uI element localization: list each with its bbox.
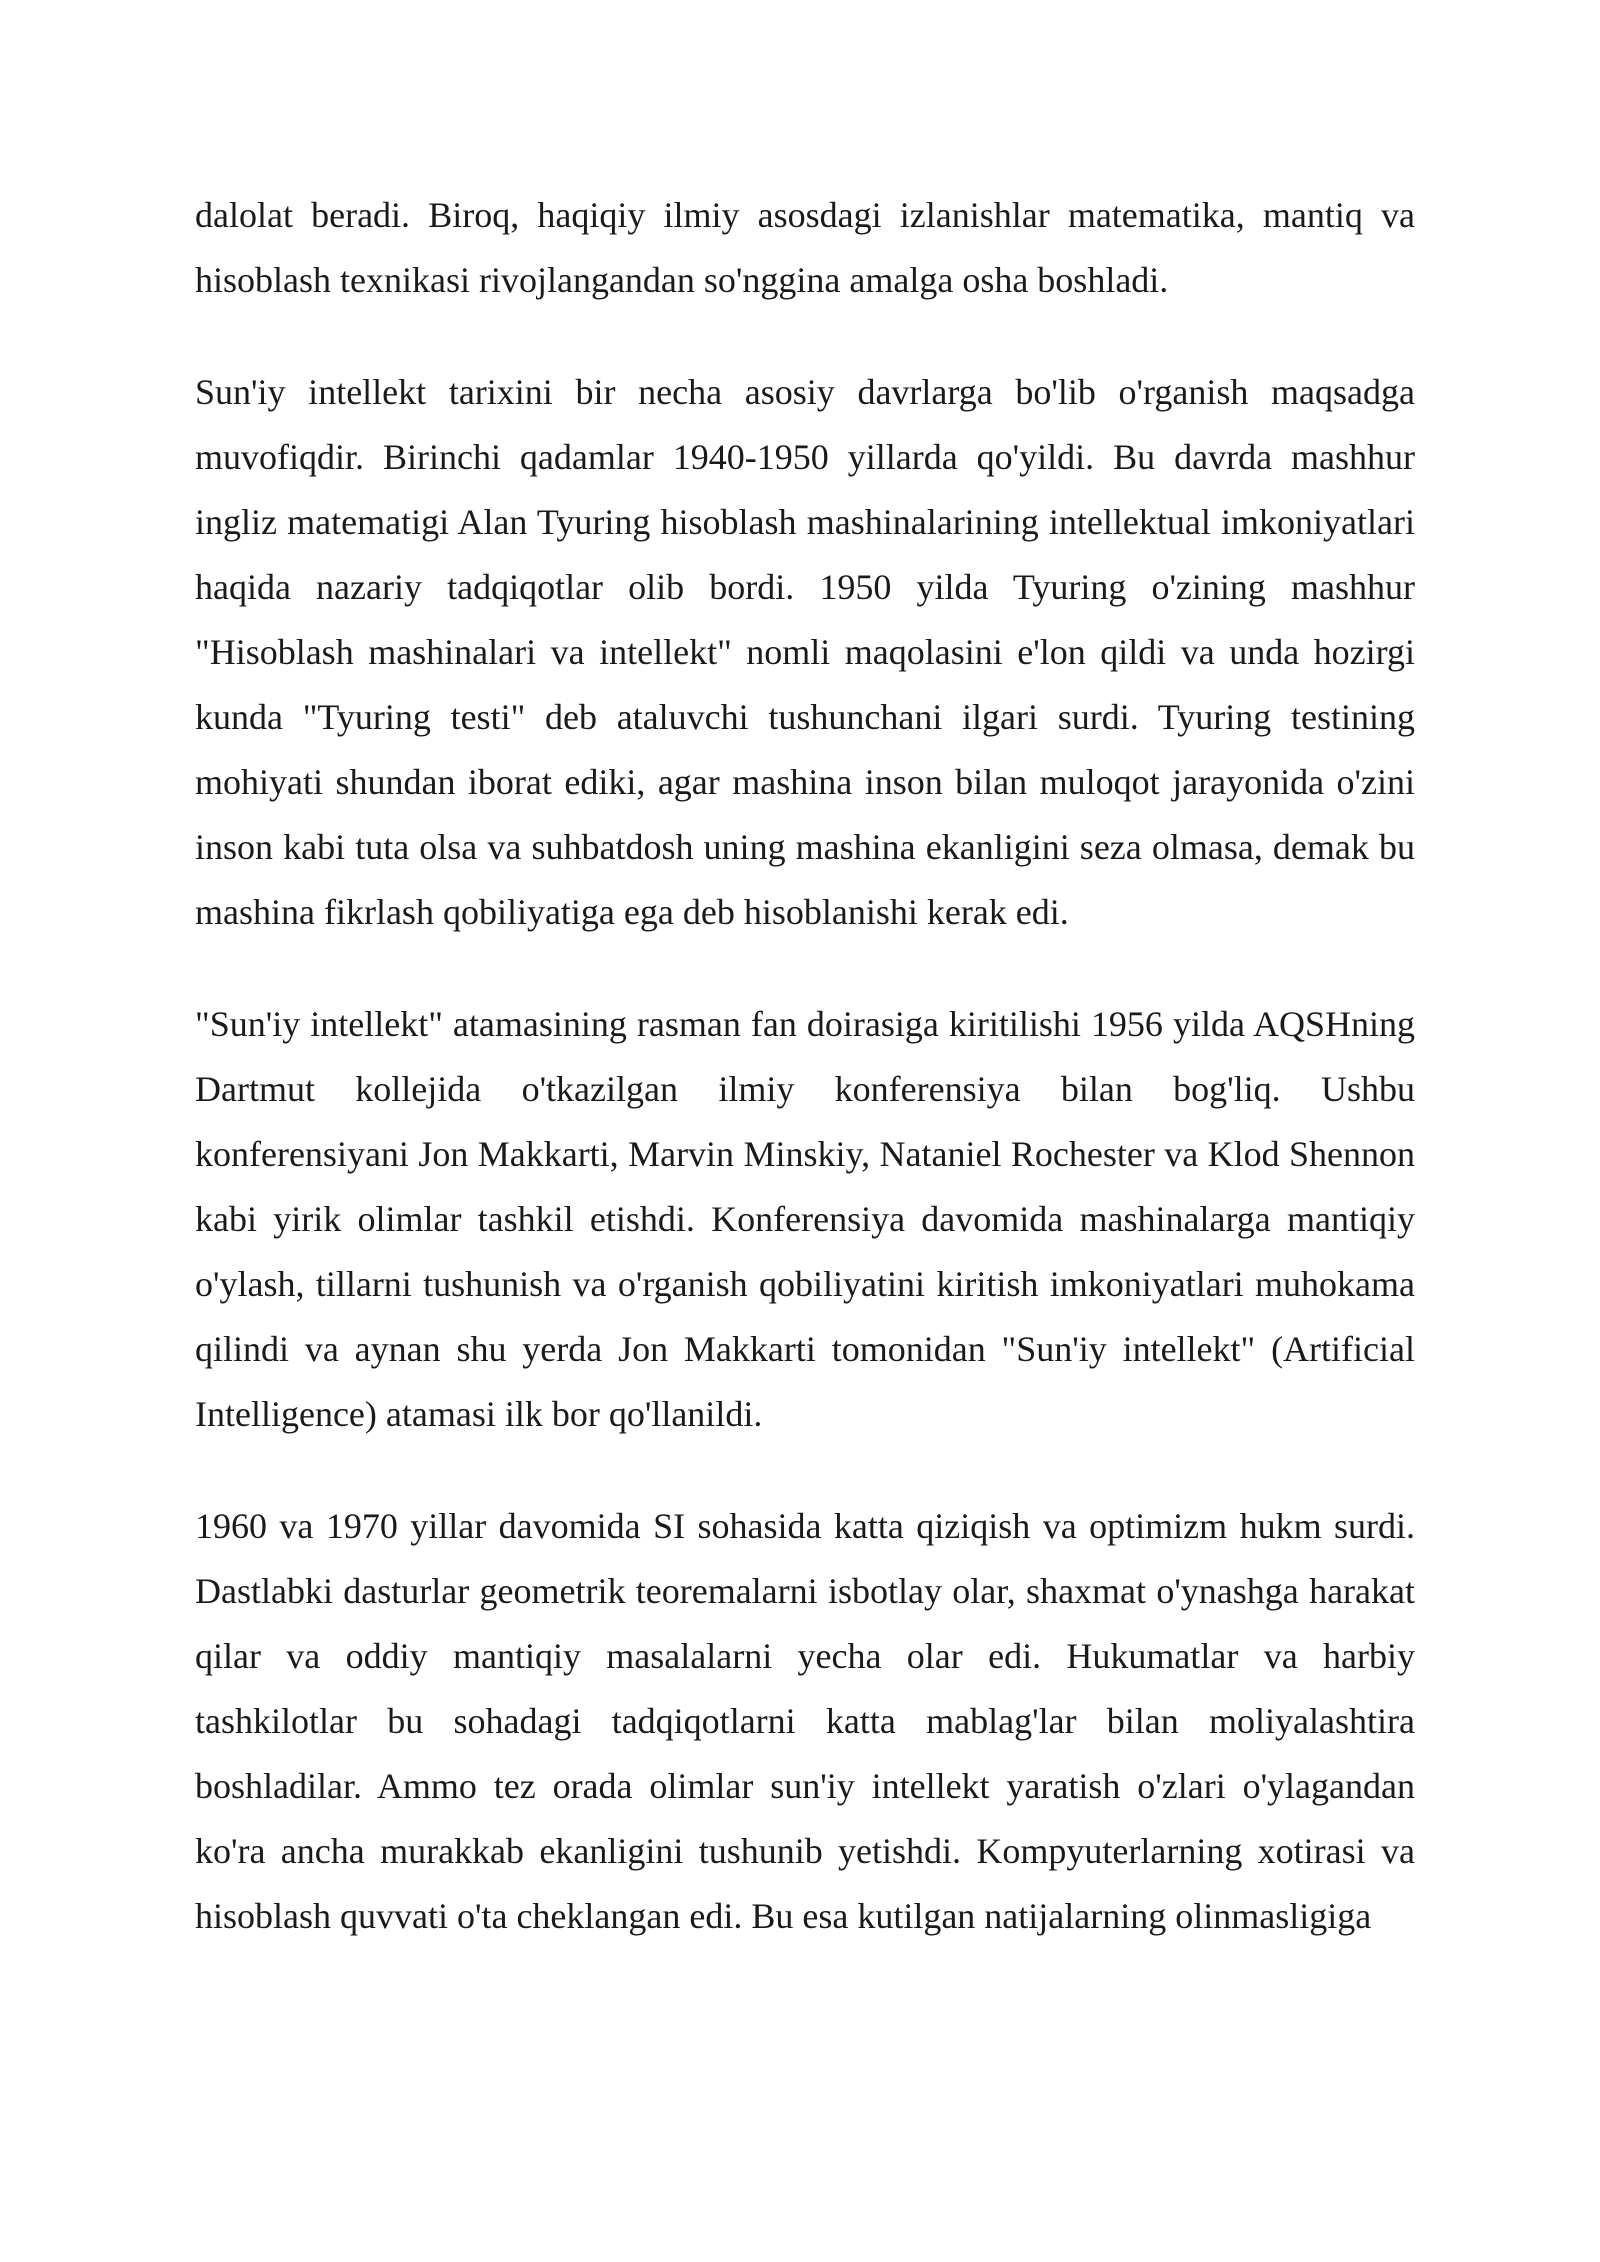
paragraph-1: dalolat beradi. Biroq, haqiqiy ilmiy asosdagi izlanishlar matematika, mantiq va hisoblash texnikasi rivojlangandan so'nggina amalga osha boshladi. bbox=[195, 195, 1415, 300]
document-body bbox=[195, 183, 1415, 1949]
paragraph-2: Sun'iy intellekt tarixini bir necha asosiy davrlarga bo'lib o'rganish maqsadga muvofiqdir. Birinchi qadamlar 1940-1950 yillarda qo'yildi. Bu davrda mashhur ingliz matematigi Alan Tyuring hisoblash mashinalarining intellektual imkoniyatlari haqida nazariy tadqiqotlar olib bordi. 1950 yilda Tyuring o'zining mashhur "Hisoblash mashinalari va intellekt" nomli maqolasini e'lon qildi va unda hozirgi kunda "Tyuring testi" deb ataluvchi tushunchani ilgari surdi. Tyuring testining mohiyati shundan iborat ediki, agar mashina inson bilan muloqot jarayonida o'zini inson kabi tuta olsa va suhbatdosh uning mashina ekanligini seza olmasa, demak bu mashina fikrlash qobiliyatiga ega deb hisoblanishi kerak edi. bbox=[195, 372, 1415, 932]
paragraph-3: "Sun'iy intellekt" atamasining rasman fan doirasiga kiritilishi 1956 yilda AQSHning Dartmut kollejida o'tkazilgan ilmiy konferensiya bilan bog'liq. Ushbu konferensiyani Jon Makkarti, Marvin Minskiy, Nataniel Rochester va Klod Shennon kabi yirik olimlar tashkil etishdi. Konferensiya davomida mashinalarga mantiqiy o'ylash, tillarni tushunish va o'rganish qobiliyatini kiritish imkoniyatlari muhokama qilindi va aynan shu yerda Jon Makkarti tomonidan "Sun'iy intellekt" (Artificial Intelligence) atamasi ilk bor qo'llanildi. bbox=[195, 1004, 1415, 1434]
paragraph-4: 1960 va 1970 yillar davomida SI sohasida katta qiziqish va optimizm hukm surdi. Dastlabki dasturlar geometrik teoremalarni isbotlay olar, shaxmat o'ynashga harakat qilar va oddiy mantiqiy masalalarni yecha olar edi. Hukumatlar va harbiy tashkilotlar bu sohadagi tadqiqotlarni katta mablag'lar bilan moliyalashtira boshladilar. Ammo tez orada olimlar sun'iy intellekt yaratish o'zlari o'ylagandan ko'ra ancha murakkab ekanligini tushunib yetishdi. Kompyuterlarning xotirasi va hisoblash quvvati o'ta cheklangan edi. Bu esa kutilgan natijalarning olinmasligiga bbox=[195, 1506, 1415, 1936]
